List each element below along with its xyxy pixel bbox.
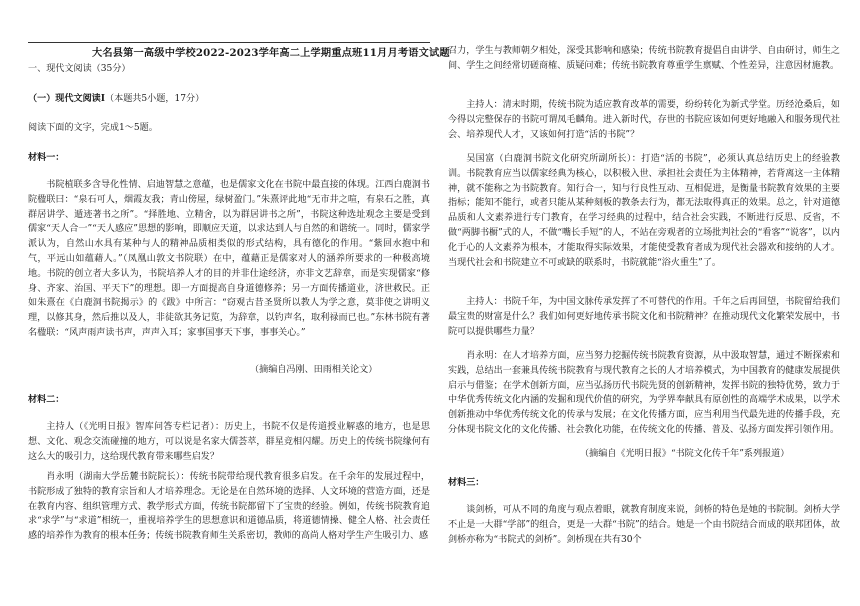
sub-section-label: （一）现代文阅读Ⅰ: [28, 93, 106, 104]
exam-title: 大名县第一高级中学校2022-2023学年高二上学期重点班11月月考语文试题: [92, 47, 450, 59]
xiao-answer-1-part1: 肖永明（湖南大学岳麓书院院长）：传统书院带给现代教育很多启发。在千余年的发展过程中，书院形成了独特的教育宗旨和人才培养理念。无论是在自然环境的选择、人文环境的营造方面，还是在教育内容、组织管理方式、教学形式方面，传统书院都留下了宝贵的经验。例如，传统书院教育追求“求学”与“求道”相统一，重视培养学生的思想意识和道德品质，将道德情操、健全人格、社会责任感的培养作为教育的根本任务；传统书院教育师生关系密切，教师的高尚人格对学生产生吸引力、感: [28, 472, 430, 542]
material1-paragraph: 书院植联多含导化性情、启迪智慧之意蕴，也是儒家文化在书院中最直接的体现。江西白鹿洞书院楹联曰：“泉石可人，烟霞友我；青山傍屋，绿树盈门。”朱熹评此地“无市井之喧，有泉石之胜，真群居讲学、遁迹著书之所”。“择胜地、立精舍，以为群居讲书之所”，书院这种选址观念主要是受到儒家“天人合一”“天人感应”思想的影响，即顺应天道，以求达到人与自然的和谐统一。同时，儒家学派认为，自然山水具有某种与人的精神品质相类似的形式结构，具有德化的作用。“紫回水抱中和气，平远山如蕴藉人。”（凤凰山敦文书院联）在中，蕴藉正是儒家对人的涵养所要求的一种极高境地。书院的创立者大多认为，书院培养人才的目的并非仕途经济，亦非文艺辞章，而是实现儒家“修身、齐家、治国、平天下”的理想。即一方面提高自身道德修养；另一方面传播道业，济世救民。正如朱熹在《白鹿洞书院揭示》的《跋》中所言：“窃观古昔圣贤所以教人为学之意，莫非使之讲明义理，以修其身，然后推以及人，非徒欲其务记览，为辞章，以钓声名，取利禄而已也。”东林书院有著名楹联：“风声雨声读书声，声声入耳；家事国事天下事，事事关心。”: [28, 180, 430, 338]
wu-answer-2: 吴国富（白鹿洞书院文化研究所副所长）：打造“活的书院”，必须认真总结历史上的经验教训。书院教育应当以儒家经典为核心，以积极入世、承担社会责任为主体精神，若背离这一主体精神，就不能称之为书院教育。知行合一，知与行良性互动、互相促进，是衡量书院教育效果的主要指标；能知不能行，或者只能从某种刻板的教条去行为，都无法取得真正的效果。总之，针对道德品质和人文素养进行专门教育，在学习经典的过程中，结合社会实践，不断进行反思、反省，不做“两脚书橱”式的人，不做“嘴长手短”的人，不站在旁观者的立场批判社会的“看客”“说客”，以内化于心的人文素养为根本，才能取得实际效果，才能使受教育者成为现代社会器欢和接纳的人才。当现代社会和书院建立不可或缺的联系时，书院就能“浴火重生”了。: [448, 154, 840, 268]
section-heading: 一、现代文阅读（35分）: [28, 64, 131, 74]
material1-label: 材料一：: [28, 152, 65, 163]
sub-section-note: （本题共5小题，17分）: [105, 94, 205, 104]
material3-paragraph: 谈剑桥，可从不同的角度与观点着眼，就教育制度来说，剑桥的特色是她的书院制。剑桥大学不止是一大群“学部”的组合，更是一大群“书院”的结合。她是一个由书院结合而成的联邦团体，故剑桥亦称为“书院式的剑桥”。剑桥现在共有30个: [448, 505, 840, 545]
header-rule: [28, 42, 430, 43]
xiao-answer-3: 肖永明：在人才培养方面，应当努力挖掘传统书院教育资源，从中汲取智慧，通过不断探索和实践，总结出一套兼具传统书院教育与现代教育之长的人才培养模式，为中国教育的健康发展提供启示与借鉴；在学术创新方面，应当弘扬历代书院先贤的创新精神，发挥书院的独特优势，致力于中华优秀传统文化内涵的发掘和现代价值的研究，为学界奉献具有原创性的高端学术成果，以学术创新推动中华优秀传统文化的传承与发展；在文化传播方面，应当利用当代最先进的传播手段，充分体现书院文化的文化传播、社会教化功能，在传统文化的传播、普及、弘扬方面发挥引领作用。: [448, 351, 840, 435]
host-question-3: 主持人：书院千年，为中国文脉传承发挥了不可替代的作用。千年之后再回望，书院留给我们最宝贵的财富是什么？我们如何更好地传承书院文化和书院精神？在推动现代文化繁荣发展中，书院可以提供哪些力量？: [448, 297, 840, 337]
host-question-2: 主持人：清末时期，传统书院为适应教育改革的需要，纷纷转化为新式学堂。历经沧桑后，如今得以完整保存的书院可谓凤毛麟角。进入新时代，存世的书院应该如何更好地融入和服务现代社会、培养现代人才，又该如何打造“活的书院”？: [448, 100, 840, 140]
material2-label: 材料二：: [28, 394, 65, 405]
material2-source: （摘编自《光明日报》“书院文化传千年”系列报道）: [580, 449, 790, 459]
material1-source: （摘编自冯刚、田雨相关论文）: [250, 365, 378, 375]
host-question-1: 主持人（《光明日报》智库问答专栏记者）：历史上，书院不仅是传道授业解惑的地方，也是思想、文化、观念交流碰撞的地方，可以说是名家大儒荟萃，群星竞相闪耀。历史上的传统书院缘何有这么大的吸引力，这给现代教育带来哪些启发？: [28, 422, 430, 462]
reading-instruction: 阅读下面的文字，完成1～5题。: [28, 123, 158, 133]
xiao-answer-1-part2: 召力，学生与教师朝夕相处，深受其影响和感染；传统书院教育提倡自由讲学、自由研讨，师生之间、学生之间经常切磋商榷、质疑问难；传统书院教育尊重学生禀赋、个性差异，注意因材施教。: [448, 46, 840, 71]
material3-label: 材料三：: [448, 477, 485, 488]
sub-section-heading: [28, 92, 204, 107]
